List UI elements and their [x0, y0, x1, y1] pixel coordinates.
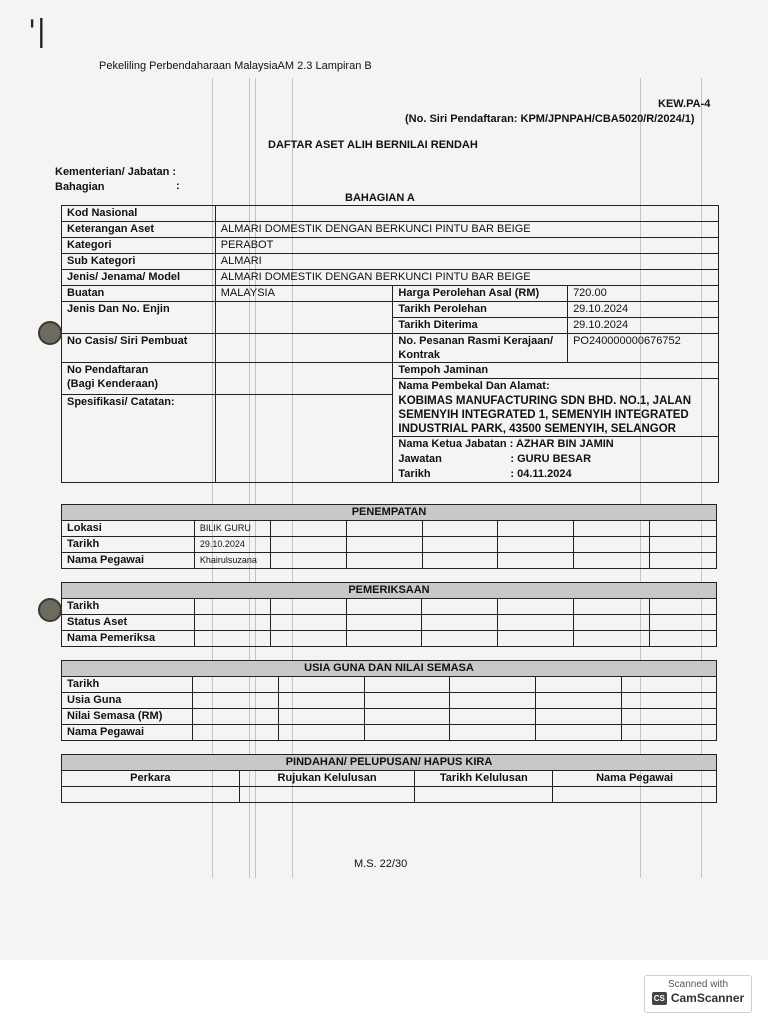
spesifikasi-catatan-value — [215, 394, 393, 483]
grid-cell — [364, 693, 450, 709]
grid-cell — [194, 599, 270, 615]
grid-cell — [270, 631, 346, 647]
grid-cell — [346, 553, 422, 569]
grid-cell — [622, 693, 717, 709]
ketua-jabatan-name: Nama Ketua Jabatan : AZHAR BIN JAMIN — [398, 438, 614, 450]
grid-cell — [422, 631, 498, 647]
grid-cell — [574, 631, 650, 647]
pindahan-perkara-header: Perkara — [62, 771, 240, 787]
grid-cell — [574, 615, 650, 631]
grid-cell — [450, 677, 536, 693]
jenis-no-enjin-label: Jenis Dan No. Enjin — [62, 302, 216, 334]
pemeriksaan-table — [61, 582, 717, 647]
grid-cell — [364, 677, 450, 693]
registration-number: (No. Siri Pendaftaran: KPM/JPNPAH/CBA5020/R/2024/1) — [405, 113, 695, 125]
no-pendaftaran-value — [215, 363, 393, 395]
grid-cell — [346, 537, 422, 553]
pindahan-rujukan-header: Rujukan Kelulusan — [239, 771, 415, 787]
tarikh-diterima-label: Tarikh Diterima — [393, 318, 568, 334]
penempatan-lokasi-label: Lokasi — [62, 521, 195, 537]
grid-cell — [270, 599, 346, 615]
keterangan-aset-label: Keterangan Aset — [62, 222, 216, 238]
ketua-jabatan-block — [393, 437, 719, 483]
pesanan-rasmi-label-line-2: Kontrak — [398, 349, 440, 361]
grid-cell — [192, 693, 278, 709]
grid-cell — [278, 709, 364, 725]
penempatan-table — [61, 504, 717, 569]
grid-cell — [622, 725, 717, 741]
division-colon: : — [176, 180, 180, 192]
usia-guna-label: Usia Guna — [62, 693, 193, 709]
pesanan-rasmi-value: PO240000000676752 — [568, 334, 719, 363]
alamat-pembekal — [393, 394, 719, 437]
grid-cell — [574, 521, 650, 537]
grid-cell — [192, 677, 278, 693]
grid-cell — [364, 725, 450, 741]
spesifikasi-catatan-label: Spesifikasi/ Catatan: — [62, 394, 216, 483]
kategori-label: Kategori — [62, 238, 216, 254]
grid-cell — [270, 553, 346, 569]
grid-cell — [574, 553, 650, 569]
grid-cell — [650, 599, 717, 615]
grid-cell — [239, 787, 415, 803]
penempatan-nama-pegawai-value: Khairulsuzana — [194, 553, 270, 569]
grid-cell — [422, 537, 498, 553]
pemeriksaan-tarikh-label: Tarikh — [62, 599, 195, 615]
grid-cell — [192, 709, 278, 725]
grid-cell — [498, 521, 574, 537]
grid-cell — [650, 615, 717, 631]
grid-cell — [270, 615, 346, 631]
harga-perolehan-label: Harga Perolehan Asal (RM) — [393, 286, 568, 302]
grid-cell — [498, 599, 574, 615]
scanned-with-text: Scanned with — [667, 979, 729, 990]
grid-cell — [192, 725, 278, 741]
no-pendaftaran-label — [62, 363, 216, 395]
usia-guna-tarikh-label: Tarikh — [62, 677, 193, 693]
form-code: KEW.PA-4 — [658, 98, 711, 110]
grid-cell — [270, 521, 346, 537]
grid-cell — [650, 521, 717, 537]
tarikh-perolehan-label: Tarikh Perolehan — [393, 302, 568, 318]
jawatan-value: : GURU BESAR — [510, 453, 592, 465]
usia-guna-table — [61, 660, 717, 741]
tempoh-jaminan-label: Tempoh Jaminan — [393, 363, 719, 379]
grid-cell — [194, 615, 270, 631]
tarikh-label: Tarikh — [398, 468, 431, 480]
pindahan-title: PINDAHAN/ PELUPUSAN/ HAPUS KIRA — [62, 755, 717, 771]
nama-pembekal-label: Nama Pembekal Dan Alamat: — [393, 379, 719, 395]
grid-cell — [422, 553, 498, 569]
grid-cell — [622, 709, 717, 725]
grid-cell — [346, 615, 422, 631]
penempatan-tarikh-label: Tarikh — [62, 537, 195, 553]
page-title: DAFTAR ASET ALIH BERNILAI RENDAH — [268, 139, 478, 151]
tarikh-value: : 04.11.2024 — [510, 468, 572, 480]
grid-cell — [364, 709, 450, 725]
grid-cell — [270, 537, 346, 553]
alamat-pembekal-line-3: INDUSTRIAL PARK, 43500 SEMENYIH, SELANGOR — [398, 423, 676, 435]
circular-reference: Pekeliling Perbendaharaan MalaysiaAM 2.3 Lampiran B — [99, 60, 372, 72]
no-casis-value — [215, 334, 393, 363]
grid-cell — [498, 631, 574, 647]
sub-kategori-label: Sub Kategori — [62, 254, 216, 270]
grid-cell — [346, 631, 422, 647]
grid-cell — [450, 709, 536, 725]
penempatan-tarikh-value: 29.10.2024 — [194, 537, 270, 553]
grid-cell — [278, 693, 364, 709]
grid-cell — [278, 725, 364, 741]
punch-hole — [38, 321, 62, 345]
camscanner-badge — [644, 975, 752, 1013]
grid-cell — [498, 553, 574, 569]
grid-cell — [536, 709, 622, 725]
grid-cell — [536, 725, 622, 741]
grid-cell — [650, 537, 717, 553]
kod-nasional-value — [215, 206, 718, 222]
no-casis-label: No Casis/ Siri Pembuat — [62, 334, 216, 363]
jawatan-line — [398, 452, 713, 467]
pindahan-tarikh-header: Tarikh Kelulusan — [415, 771, 553, 787]
no-pendaftaran-label-line-1: No Pendaftaran — [67, 364, 149, 376]
kategori-value: PERABOT — [215, 238, 718, 254]
jawatan-label: Jawatan — [398, 453, 442, 465]
grid-cell — [422, 521, 498, 537]
grid-cell — [194, 631, 270, 647]
jenis-jenama-model-value: ALMARI DOMESTIK DENGAN BERKUNCI PINTU BAR BEIGE — [215, 270, 718, 286]
grid-cell — [574, 537, 650, 553]
grid-cell — [553, 787, 717, 803]
grid-cell — [498, 537, 574, 553]
usia-guna-title: USIA GUNA DAN NILAI SEMASA — [62, 661, 717, 677]
pemeriksaan-title: PEMERIKSAAN — [62, 583, 717, 599]
camscanner-brand — [645, 991, 751, 1005]
grid-cell — [450, 725, 536, 741]
grid-cell — [346, 599, 422, 615]
grid-cell — [536, 677, 622, 693]
page-reference: M.S. 22/30 — [354, 858, 408, 870]
grid-cell — [450, 693, 536, 709]
harga-perolehan-value: 720.00 — [568, 286, 719, 302]
pesanan-rasmi-label-line-1: No. Pesanan Rasmi Kerajaan/ — [398, 335, 554, 347]
grid-cell — [650, 553, 717, 569]
buatan-value: MALAYSIA — [215, 286, 393, 302]
grid-cell — [422, 615, 498, 631]
penempatan-nama-pegawai-label: Nama Pegawai — [62, 553, 195, 569]
tarikh-line — [398, 467, 713, 482]
keterangan-aset-value: ALMARI DOMESTIK DENGAN BERKUNCI PINTU BAR BEIGE — [215, 222, 718, 238]
grid-cell — [346, 521, 422, 537]
kod-nasional-label: Kod Nasional — [62, 206, 216, 222]
grid-cell — [498, 615, 574, 631]
handwritten-mark: '| — [28, 14, 47, 49]
grid-cell — [622, 677, 717, 693]
pesanan-rasmi-label — [393, 334, 568, 363]
sub-kategori-value: ALMARI — [215, 254, 718, 270]
pindahan-nama-pegawai-header: Nama Pegawai — [553, 771, 717, 787]
penempatan-title: PENEMPATAN — [62, 505, 717, 521]
buatan-label: Buatan — [62, 286, 216, 302]
pemeriksaan-status-aset-label: Status Aset — [62, 615, 195, 631]
jenis-jenama-model-label: Jenis/ Jenama/ Model — [62, 270, 216, 286]
grid-cell — [278, 677, 364, 693]
penempatan-lokasi-value: BILIK GURU — [194, 521, 270, 537]
alamat-pembekal-line-1: KOBIMAS MANUFACTURING SDN BHD. NO.1, JALAN — [398, 395, 692, 407]
grid-cell — [415, 787, 553, 803]
usia-guna-nama-pegawai-label: Nama Pegawai — [62, 725, 193, 741]
grid-cell — [650, 631, 717, 647]
grid-cell — [574, 599, 650, 615]
division-label: Bahagian — [55, 181, 105, 193]
tarikh-diterima-value: 29.10.2024 — [568, 318, 719, 334]
jenis-no-enjin-value — [215, 302, 393, 334]
no-pendaftaran-label-line-2: (Bagi Kenderaan) — [67, 378, 159, 390]
grid-cell — [62, 787, 240, 803]
pindahan-table — [61, 754, 717, 803]
tarikh-perolehan-value: 29.10.2024 — [568, 302, 719, 318]
nilai-semasa-label: Nilai Semasa (RM) — [62, 709, 193, 725]
pemeriksaan-nama-pemeriksa-label: Nama Pemeriksa — [62, 631, 195, 647]
punch-hole — [38, 598, 62, 622]
grid-cell — [422, 599, 498, 615]
bahagian-a-table — [61, 205, 719, 483]
ministry-label: Kementerian/ Jabatan : — [55, 166, 177, 178]
camscanner-logo-icon: CS — [653, 993, 665, 1003]
grid-cell — [536, 693, 622, 709]
alamat-pembekal-line-2: SEMENYIH INTEGRATED 1, SEMENYIH INTEGRATED — [398, 409, 689, 421]
section-title-bahagian-a: BAHAGIAN A — [345, 192, 415, 204]
camscanner-name: CamScanner — [670, 991, 745, 1005]
